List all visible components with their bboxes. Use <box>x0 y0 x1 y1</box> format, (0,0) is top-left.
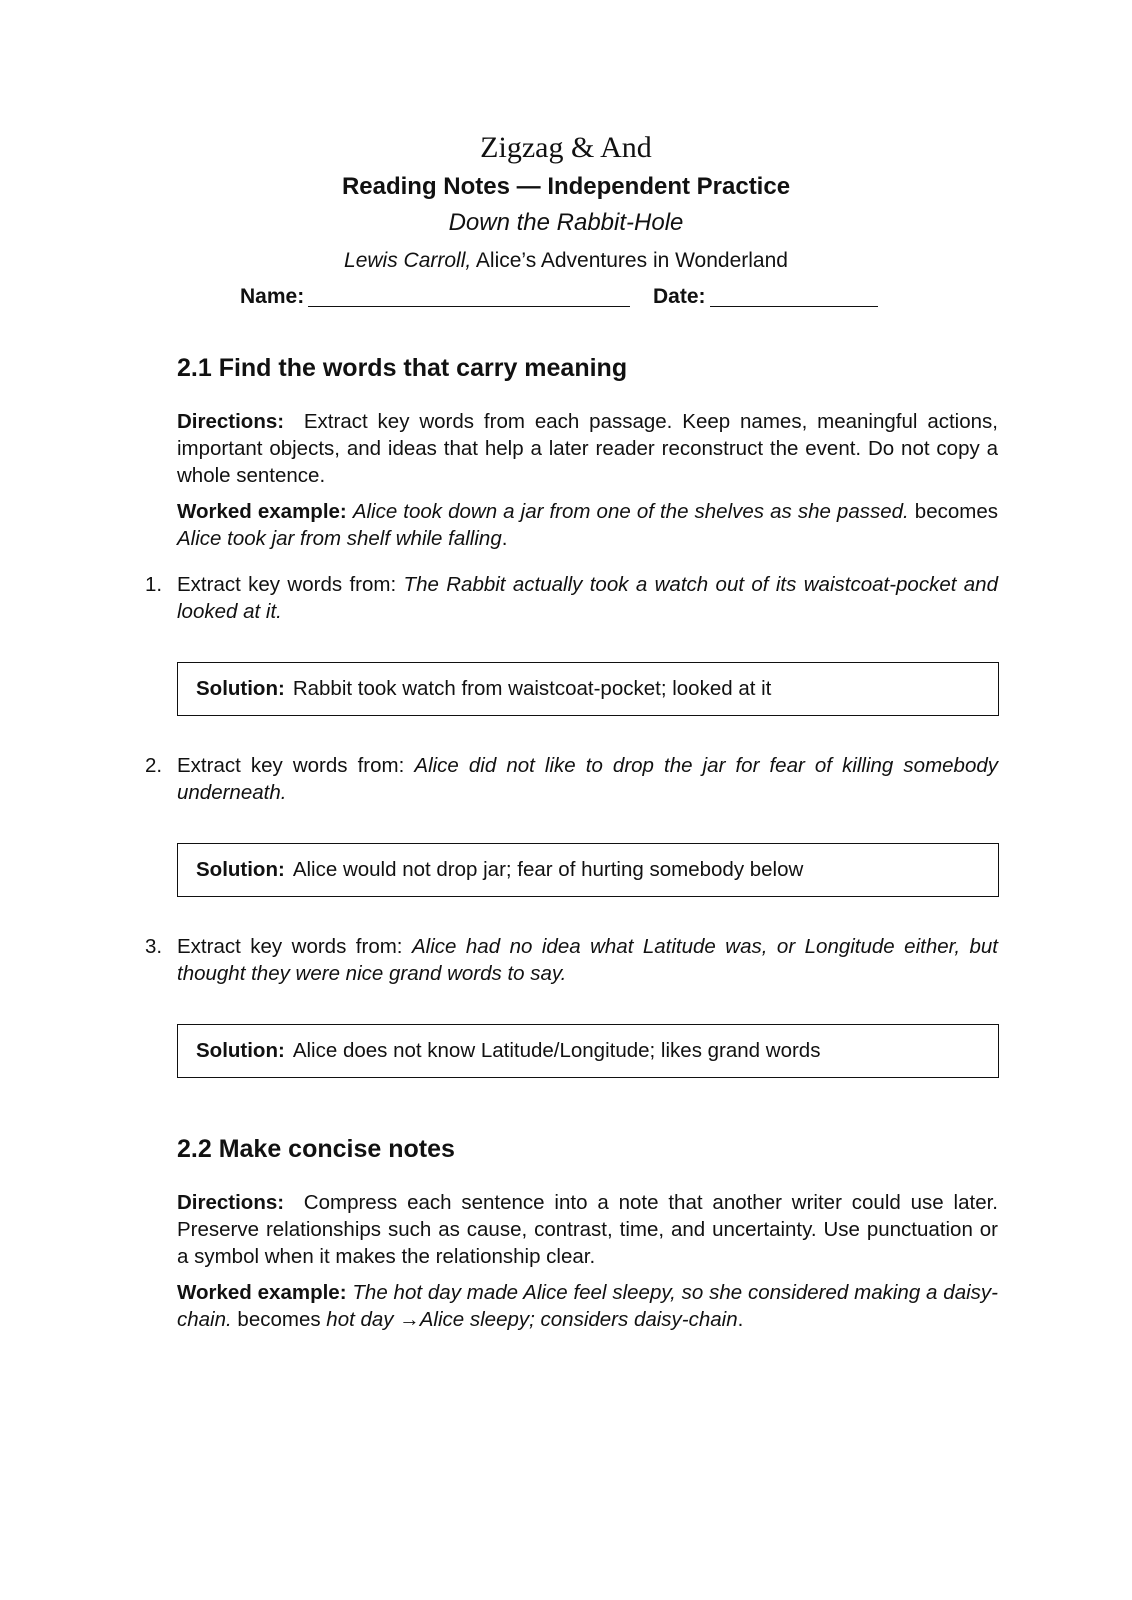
name-date-row <box>240 284 900 314</box>
chapter-subtitle: Down the Rabbit-Hole <box>448 209 684 236</box>
name-label: Name: <box>240 285 305 308</box>
solution-label: Solution: <box>196 1039 285 1062</box>
work-title: Alice’s Adventures in Wonderland <box>471 249 788 272</box>
question-text <box>177 933 998 987</box>
source-citation <box>0 248 1132 274</box>
solution-label: Solution: <box>196 677 285 700</box>
example-becomes: becomes <box>231 1308 327 1331</box>
solution-box-3 <box>177 1024 999 1078</box>
example-result: Alice took jar from shelf while falling <box>177 527 502 550</box>
date-field[interactable] <box>710 306 878 307</box>
question-passage: The Rabbit actually took a watch out of its waistcoat-pocket and looked at it. <box>177 573 998 623</box>
page-title: Reading Notes — Independent Practice <box>341 173 791 200</box>
directions-text: Extract key words from each passage. Keep names, meaningful actions, important objects, and ideas that help a later reader reconstruct the event. Do not copy a whole sentence. <box>177 410 998 487</box>
example-end: . <box>501 527 508 550</box>
question-prompt: Extract key words from: <box>177 935 412 958</box>
solution-box-2 <box>177 843 999 897</box>
name-field[interactable] <box>308 306 630 307</box>
question-passage: Alice had no idea what Latitude was, or Longitude either, but thought they were nice grand words to say. <box>177 935 998 985</box>
worked-example-2-1 <box>177 498 998 552</box>
directions-label: Directions: <box>177 410 285 433</box>
solution-text: Rabbit took watch from waistcoat-pocket; looked at it <box>292 677 772 700</box>
question-text <box>177 752 998 806</box>
directions-label: Directions: <box>177 1191 285 1214</box>
worked-example-2-2 <box>177 1279 998 1333</box>
example-result: hot day →Alice sleepy; considers daisy-chain <box>326 1308 738 1331</box>
example-source: Alice took down a jar from one of the shelves as she passed. <box>352 500 909 523</box>
section-heading-2-1: 2.1 Find the words that carry meaning <box>177 354 628 382</box>
solution-label: Solution: <box>196 858 285 881</box>
question-passage: Alice did not like to drop the jar for fear of killing somebody underneath. <box>177 754 998 804</box>
solution-box-1 <box>177 662 999 716</box>
example-becomes: becomes <box>908 500 998 523</box>
section-heading-2-2: 2.2 Make concise notes <box>177 1135 455 1163</box>
solution-text: Alice does not know Latitude/Longitude; likes grand words <box>292 1039 821 1062</box>
question-number: 1. <box>145 573 163 596</box>
example-end: . <box>737 1308 744 1331</box>
author-name: Lewis Carroll, <box>344 249 472 272</box>
question-number: 2. <box>145 754 163 777</box>
date-label: Date: <box>653 285 706 308</box>
solution-text: Alice would not drop jar; fear of hurting somebody below <box>292 858 804 881</box>
worked-example-label: Worked example: <box>177 1281 347 1304</box>
directions-2-2 <box>177 1189 998 1270</box>
example-source: The hot day made Alice feel sleepy, so she considered making a daisy-chain. <box>177 1281 998 1331</box>
brand-name: Zigzag & And <box>480 131 652 164</box>
question-text <box>177 571 998 625</box>
question-number: 3. <box>145 935 163 958</box>
directions-text: Compress each sentence into a note that another writer could use later. Preserve relationships such as cause, contrast, time, and uncertainty. Use punctuation or a symbol when it makes the relationship clear. <box>177 1191 998 1268</box>
question-prompt: Extract key words from: <box>177 573 404 596</box>
directions-2-1 <box>177 408 998 489</box>
question-prompt: Extract key words from: <box>177 754 415 777</box>
worked-example-label: Worked example: <box>177 500 347 523</box>
